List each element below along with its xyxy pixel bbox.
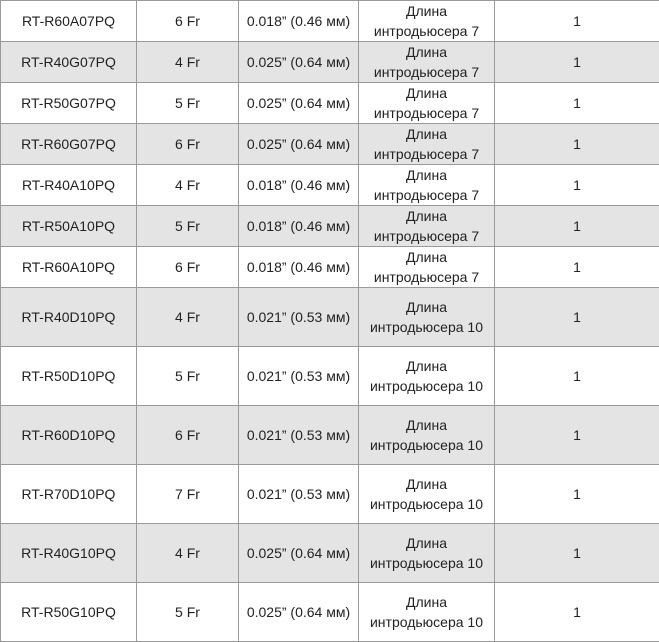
table-row: [1, 583, 659, 642]
size-cell: 6 Fr: [137, 247, 239, 288]
size-cell: 4 Fr: [137, 165, 239, 206]
guidewire-cell: 0.018” (0.46 мм): [239, 206, 359, 247]
table-row: [1, 406, 659, 465]
description-line-1: Длина: [361, 592, 492, 612]
description-cell: [359, 1, 495, 42]
description-line-2: интродьюсера 7: [361, 103, 492, 123]
description-line-1: Длина: [361, 474, 492, 494]
product-code-cell: RT-R60D10PQ: [1, 406, 137, 465]
quantity-cell: 1: [495, 583, 659, 642]
quantity-cell: 1: [495, 1, 659, 42]
quantity-cell: 1: [495, 42, 659, 83]
table-row: [1, 83, 659, 124]
quantity-cell: 1: [495, 406, 659, 465]
quantity-cell: 1: [495, 206, 659, 247]
guidewire-cell: 0.021” (0.53 мм): [239, 465, 359, 524]
product-code-cell: RT-R60A07PQ: [1, 1, 137, 42]
guidewire-cell: 0.025” (0.64 мм): [239, 83, 359, 124]
description-cell: [359, 465, 495, 524]
table-row: [1, 206, 659, 247]
quantity-cell: 1: [495, 524, 659, 583]
description-line-2: интродьюсера 7: [361, 144, 492, 164]
product-code-cell: RT-R40G10PQ: [1, 524, 137, 583]
description-cell: [359, 347, 495, 406]
description-line-1: Длина: [361, 165, 492, 185]
table-row: [1, 165, 659, 206]
product-code-cell: RT-R40G07PQ: [1, 42, 137, 83]
description-line-1: Длина: [361, 533, 492, 553]
description-line-2: интродьюсера 7: [361, 185, 492, 205]
description-line-2: интродьюсера 7: [361, 226, 492, 246]
table-row: [1, 347, 659, 406]
description-line-1: Длина: [361, 206, 492, 226]
description-line-2: интродьюсера 7: [361, 267, 492, 287]
guidewire-cell: 0.025” (0.64 мм): [239, 42, 359, 83]
product-code-cell: RT-R70D10PQ: [1, 465, 137, 524]
table-row: [1, 288, 659, 347]
description-line-2: интродьюсера 10: [361, 494, 492, 514]
guidewire-cell: 0.018” (0.46 мм): [239, 165, 359, 206]
description-cell: [359, 288, 495, 347]
description-cell: [359, 206, 495, 247]
size-cell: 5 Fr: [137, 206, 239, 247]
quantity-cell: 1: [495, 465, 659, 524]
product-code-cell: RT-R60G07PQ: [1, 124, 137, 165]
description-line-1: Длина: [361, 124, 492, 144]
description-line-1: Длина: [361, 83, 492, 103]
description-line-2: интродьюсера 10: [361, 553, 492, 573]
guidewire-cell: 0.021” (0.53 мм): [239, 288, 359, 347]
description-line-2: интродьюсера 10: [361, 612, 492, 632]
description-line-1: Длина: [361, 1, 492, 21]
guidewire-cell: 0.021” (0.53 мм): [239, 347, 359, 406]
description-cell: [359, 165, 495, 206]
size-cell: 6 Fr: [137, 124, 239, 165]
guidewire-cell: 0.025” (0.64 мм): [239, 583, 359, 642]
size-cell: 4 Fr: [137, 42, 239, 83]
table-row: [1, 247, 659, 288]
size-cell: 6 Fr: [137, 1, 239, 42]
description-cell: [359, 247, 495, 288]
size-cell: 5 Fr: [137, 83, 239, 124]
description-line-2: интродьюсера 7: [361, 21, 492, 41]
description-line-2: интродьюсера 10: [361, 376, 492, 396]
guidewire-cell: 0.018” (0.46 мм): [239, 247, 359, 288]
product-code-cell: RT-R40D10PQ: [1, 288, 137, 347]
guidewire-cell: 0.025” (0.64 мм): [239, 124, 359, 165]
description-line-1: Длина: [361, 297, 492, 317]
product-code-cell: RT-R50A10PQ: [1, 206, 137, 247]
description-cell: [359, 406, 495, 465]
size-cell: 4 Fr: [137, 288, 239, 347]
size-cell: 4 Fr: [137, 524, 239, 583]
size-cell: 6 Fr: [137, 406, 239, 465]
quantity-cell: 1: [495, 83, 659, 124]
table-row: [1, 42, 659, 83]
description-line-2: интродьюсера 7: [361, 62, 492, 82]
description-line-2: интродьюсера 10: [361, 317, 492, 337]
description-line-1: Длина: [361, 247, 492, 267]
quantity-cell: 1: [495, 165, 659, 206]
quantity-cell: 1: [495, 347, 659, 406]
guidewire-cell: 0.025” (0.64 мм): [239, 524, 359, 583]
quantity-cell: 1: [495, 247, 659, 288]
table-row: [1, 1, 659, 42]
size-cell: 5 Fr: [137, 347, 239, 406]
description-line-1: Длина: [361, 356, 492, 376]
product-code-cell: RT-R60A10PQ: [1, 247, 137, 288]
description-cell: [359, 124, 495, 165]
table-row: [1, 124, 659, 165]
description-cell: [359, 524, 495, 583]
product-code-cell: RT-R50D10PQ: [1, 347, 137, 406]
description-cell: [359, 83, 495, 124]
description-line-1: Длина: [361, 415, 492, 435]
quantity-cell: 1: [495, 288, 659, 347]
product-code-cell: RT-R40A10PQ: [1, 165, 137, 206]
table-row: [1, 524, 659, 583]
guidewire-cell: 0.021” (0.53 мм): [239, 406, 359, 465]
description-line-2: интродьюсера 10: [361, 435, 492, 455]
guidewire-cell: 0.018” (0.46 мм): [239, 1, 359, 42]
product-table-body: [1, 1, 659, 642]
product-code-cell: RT-R50G10PQ: [1, 583, 137, 642]
description-line-1: Длина: [361, 42, 492, 62]
quantity-cell: 1: [495, 124, 659, 165]
table-row: [1, 465, 659, 524]
product-code-cell: RT-R50G07PQ: [1, 83, 137, 124]
size-cell: 5 Fr: [137, 583, 239, 642]
description-cell: [359, 583, 495, 642]
size-cell: 7 Fr: [137, 465, 239, 524]
description-cell: [359, 42, 495, 83]
